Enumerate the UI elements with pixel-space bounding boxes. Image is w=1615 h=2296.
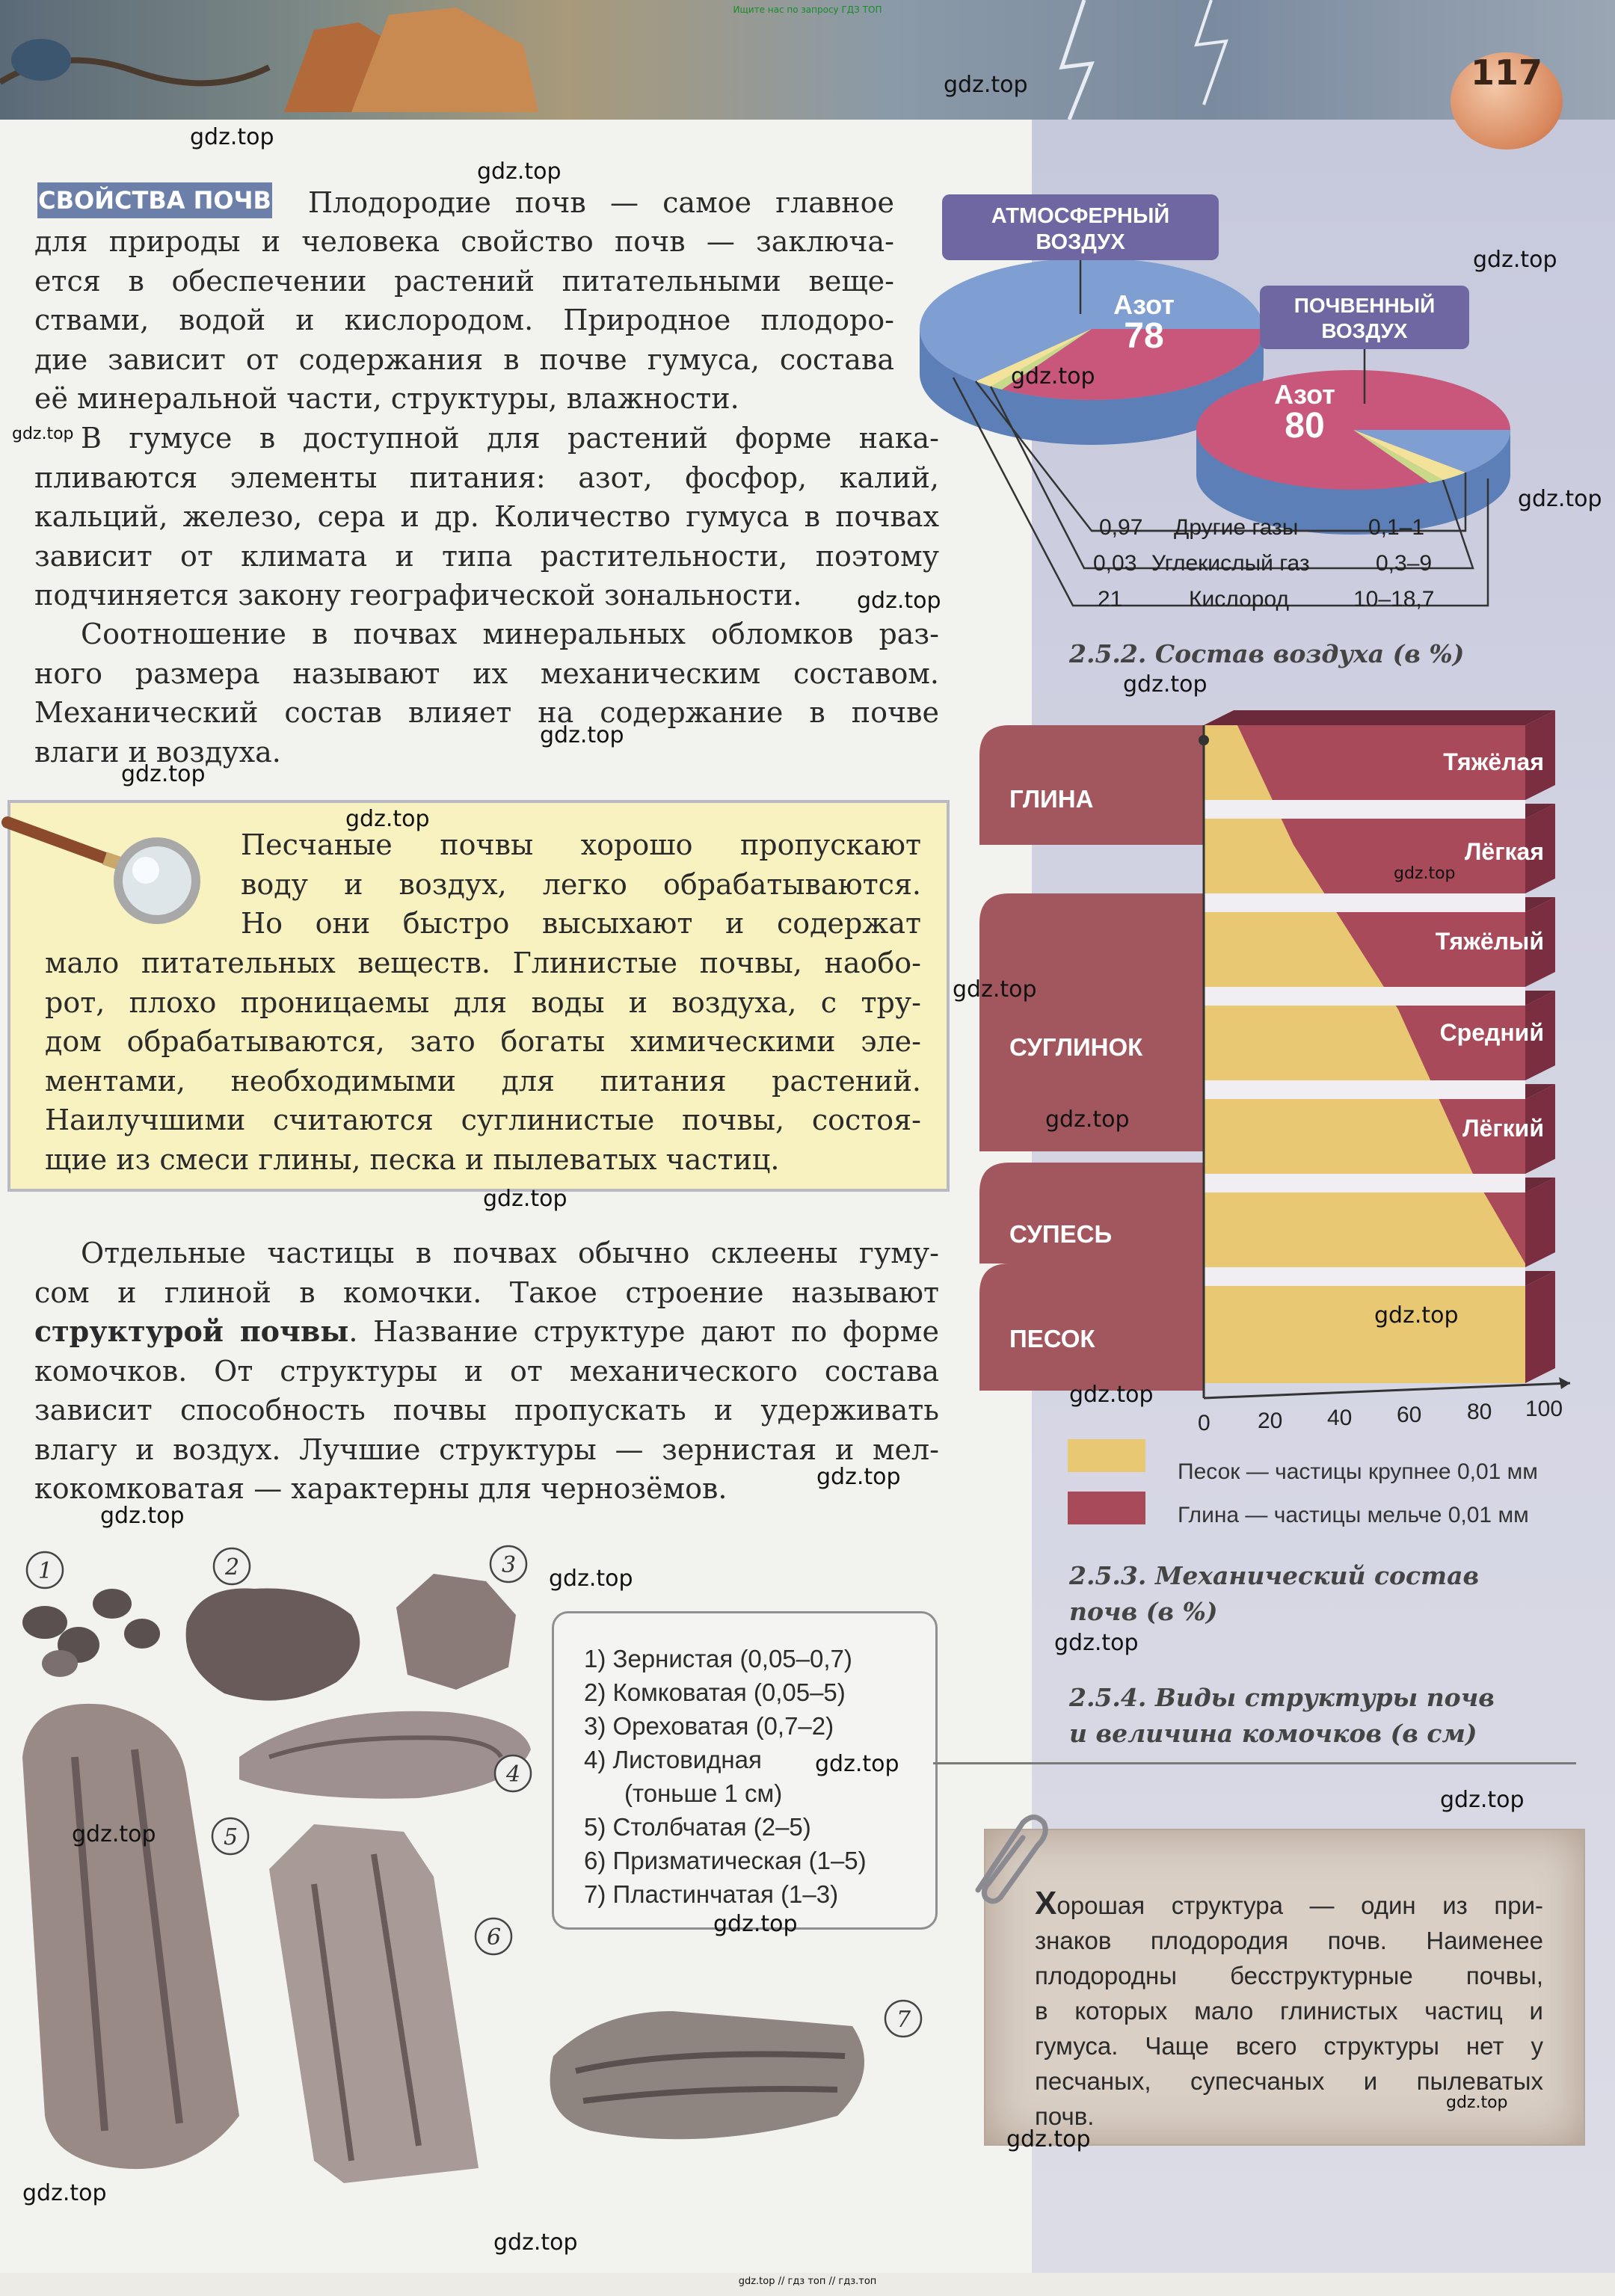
text-line: влагу и воздух. Лучшие структуры — зернистая и мел- xyxy=(34,1432,939,1466)
paragraph-4 xyxy=(34,1234,939,1509)
text-line: Песчаные почвы хорошо пропускают xyxy=(241,828,921,861)
structure-item-5: 5) Столбчатая (2–5) xyxy=(584,1813,811,1841)
magnifier-icon xyxy=(0,792,239,942)
watermark: gdz.top xyxy=(1446,2093,1508,2112)
group-sandy-loam: СУПЕСЬ xyxy=(1009,1220,1113,1248)
text-line: подчиняется закону географической зональности. xyxy=(34,579,802,612)
text-line: Плодородие почв — самое главное xyxy=(308,186,894,219)
caption-mech-2: почв (в %) xyxy=(1069,1597,1218,1626)
structure-lumpy xyxy=(186,1588,360,1700)
text-line: воду и воздух, легко обрабатываются. xyxy=(241,867,921,901)
text-line: Механический состав влияет на содержание в почве xyxy=(34,696,939,729)
watermark: gdz.top xyxy=(72,1821,156,1847)
watermark: gdz.top xyxy=(477,158,562,185)
note-line: почв. xyxy=(1035,2102,1095,2130)
row-co2-name: Углекислый газ xyxy=(1151,551,1310,576)
atm-label-2: ВОЗДУХ xyxy=(1036,230,1125,254)
row-co2-soil: 0,3–9 xyxy=(1376,551,1433,576)
text-line: ментами, необходимыми для питания растений. xyxy=(45,1064,921,1098)
band-medium-loam: Средний xyxy=(1439,1019,1544,1046)
watermark: gdz.top xyxy=(1006,2126,1091,2152)
paragraph-3 xyxy=(34,615,939,772)
num-5: 5 xyxy=(224,1824,239,1850)
legend-clay-swatch xyxy=(1068,1492,1145,1524)
watermark: gdz.top xyxy=(1374,1302,1459,1329)
watermark: gdz.top xyxy=(540,722,624,748)
text-line: влаги и воздуха. xyxy=(34,735,281,769)
axis-ticks xyxy=(1198,1397,1563,1435)
watermark: gdz.top xyxy=(1054,1630,1139,1656)
structure-granular xyxy=(22,1589,160,1677)
structure-item-7: 7) Пластинчатая (1–3) xyxy=(584,1880,839,1908)
band-light-loam: Лёгкий xyxy=(1462,1115,1544,1142)
text-line: ствами, водой и кислородом. Природное плодоро- xyxy=(34,304,894,336)
structure-prismatic xyxy=(269,1824,479,2183)
note-line: гумуса. Чаще всего структуры нет у xyxy=(1035,2032,1543,2060)
banner-illustration xyxy=(0,0,1615,120)
text-line: ного размера называют их механическим составом. xyxy=(34,656,939,690)
row-other-soil: 0,1–1 xyxy=(1368,515,1425,540)
text-line: кальций, железо, сера и др. Количество гумуса в почвах xyxy=(34,500,939,533)
note-line-1 xyxy=(1035,1886,1543,1923)
watermark: gdz.top xyxy=(483,1186,567,1212)
structure-columnar xyxy=(22,1704,239,2169)
text-line: пливаются элементы питания: азот, фосфор, калий, xyxy=(34,461,939,494)
band-heavy-clay: Тяжёлая xyxy=(1443,748,1544,775)
text-line: дом обрабатываются, зато богаты химическими эле- xyxy=(45,1025,921,1058)
row-oxygen-soil: 10–18,7 xyxy=(1353,587,1435,612)
text-line: мало питательных веществ. Глинистые почвы, наобо- xyxy=(45,947,921,979)
watermark: gdz.top xyxy=(944,72,1028,98)
soil-label-2: ВОЗДУХ xyxy=(1321,319,1408,342)
legend-sand-swatch xyxy=(1068,1439,1145,1472)
text-line: её минеральной части, структуры, влажности. xyxy=(34,382,739,415)
text-line: сом и глиной в комочки. Такое строение называют xyxy=(34,1275,939,1309)
list-connector-line xyxy=(933,1762,1576,1764)
watermark: gdz.top xyxy=(713,1911,798,1937)
text-line: Соотношение в почвах минеральных обломков раз- xyxy=(81,618,939,650)
band-heavy-loam: Тяжёлый xyxy=(1435,928,1544,955)
note-first-line: орошая структура — один из при- xyxy=(1056,1892,1543,1919)
caption-mech-1: 2.5.3. Механический состав xyxy=(1069,1561,1480,1590)
text-line: кокомковатая — характерны для чернозёмов. xyxy=(34,1472,727,1505)
watermark: gdz.top xyxy=(12,425,74,443)
watermark: gdz.top xyxy=(1045,1107,1130,1133)
text-line: ется в обеспечении растений питательными веще- xyxy=(34,264,894,298)
row-oxygen-atm: 21 xyxy=(1098,587,1123,612)
legend-sand-label: Песок — частицы крупнее 0,01 мм xyxy=(1178,1459,1538,1484)
num-1: 1 xyxy=(38,1558,53,1584)
structure-platy xyxy=(550,2011,864,2139)
term-soil-structure: структурой почвы xyxy=(34,1314,349,1348)
atm-label-1: АТМОСФЕРНЫЙ xyxy=(991,204,1170,228)
group-loam: СУГЛИНОК xyxy=(1009,1033,1143,1061)
structure-nutty xyxy=(396,1574,516,1690)
caption-struct-1: 2.5.4. Виды структуры почв xyxy=(1069,1683,1495,1712)
page-number: 117 xyxy=(1451,52,1563,150)
row-oxygen-name: Кислород xyxy=(1189,587,1289,612)
note-line: в которых мало глинистых частиц и xyxy=(1035,1997,1543,2025)
text-line: В гумусе в доступной для растений форме нака- xyxy=(81,422,939,455)
caption-struct-2: и величина комочков (в см) xyxy=(1069,1719,1477,1748)
row-co2-atm: 0,03 xyxy=(1093,551,1137,576)
sand-box-text-top xyxy=(241,825,921,944)
atm-nitrogen-label: Азот xyxy=(1113,289,1175,320)
watermark: gdz.top xyxy=(1473,247,1557,273)
watermark: gdz.top xyxy=(1011,363,1095,390)
watermark: gdz.top xyxy=(1440,1787,1525,1813)
text-line: зависит от климата и типа растительности, поэтому xyxy=(34,539,939,573)
watermark: gdz.top xyxy=(815,1751,899,1777)
band-light-clay: Лёгкая xyxy=(1464,838,1544,865)
soil-pie xyxy=(1196,370,1510,535)
text-line: Наилучшими считаются суглинистые почвы, состоя- xyxy=(45,1104,921,1136)
watermark: gdz.top xyxy=(857,588,941,614)
mechanical-composition-chart xyxy=(979,695,1593,1458)
section-tag: СВОЙСТВА ПОЧВ xyxy=(37,182,272,218)
tick-80: 80 xyxy=(1467,1400,1492,1424)
structure-item-6: 6) Призматическая (1–5) xyxy=(584,1847,867,1874)
text-line: зависит способность почвы пропускать и удерживать xyxy=(34,1394,939,1426)
row-other-atm: 0,97 xyxy=(1099,515,1143,540)
num-3: 3 xyxy=(502,1552,517,1578)
num-7: 7 xyxy=(896,2007,911,2033)
lightning-icon xyxy=(1062,0,1092,120)
watermark: gdz.top xyxy=(1123,671,1208,698)
num-4: 4 xyxy=(506,1761,521,1788)
watermark: gdz.top xyxy=(1069,1382,1154,1408)
text-line: Отдельные частицы в почвах обычно склеены гуму- xyxy=(81,1237,939,1269)
text-line: дие зависит от содержания в почве гумуса, состава xyxy=(34,342,894,376)
tick-60: 60 xyxy=(1397,1403,1422,1427)
watermark: gdz.top xyxy=(22,2180,107,2206)
watermark: gdz.top xyxy=(190,124,274,150)
text-line: рот, плохо проницаемы для воды и воздуха, с тру- xyxy=(45,985,921,1019)
text-line: щие из смеси глины, песка и пылеватых частиц. xyxy=(45,1142,780,1176)
text-line: для природы и человека свойство почв — заключа- xyxy=(34,225,894,258)
sand-box-text xyxy=(45,944,921,1179)
air-composition-chart xyxy=(897,179,1555,628)
watermark: gdz.top xyxy=(1394,864,1456,883)
footer-note: gdz.top // гдз топ // гдз.топ xyxy=(738,2276,877,2287)
text-line: Но они быстро высыхают и содержат xyxy=(241,907,921,940)
soil-nitrogen-label: Азот xyxy=(1274,379,1335,410)
paragraph-1-line-1 xyxy=(308,183,894,223)
watermark: gdz.top xyxy=(493,2229,578,2256)
text-line xyxy=(34,1312,939,1352)
structure-item-4: 4) Листовидная xyxy=(584,1746,762,1773)
num-2: 2 xyxy=(225,1554,240,1581)
group-clay: ГЛИНА xyxy=(1009,785,1094,813)
watermark: gdz.top xyxy=(345,806,430,832)
tick-0: 0 xyxy=(1198,1411,1211,1435)
watermark: gdz.top xyxy=(816,1464,901,1490)
structure-item-3: 3) Ореховатая (0,7–2) xyxy=(584,1712,834,1740)
watermark: gdz.top xyxy=(549,1566,633,1592)
watermark: gdz.top xyxy=(121,761,206,787)
note-initial: Х xyxy=(1035,1885,1057,1921)
text-fragment: . Название структуре дают по форме xyxy=(348,1315,939,1348)
paragraph-2 xyxy=(34,419,939,615)
watermark: gdz.top xyxy=(100,1503,185,1529)
soil-nitrogen-value: 80 xyxy=(1285,406,1325,446)
caption-air: 2.5.2. Состав воздуха (в %) xyxy=(1069,639,1465,668)
bird-icon xyxy=(11,39,71,81)
structure-item-2: 2) Комковатая (0,05–5) xyxy=(584,1678,846,1706)
tick-100: 100 xyxy=(1525,1397,1563,1421)
top-note: Ищите нас по запросу ГДЗ ТОП xyxy=(733,4,882,15)
num-6: 6 xyxy=(487,1924,502,1951)
atm-nitrogen-value: 78 xyxy=(1124,316,1164,356)
note-line: знаков плодородия почв. Наименее xyxy=(1035,1927,1543,1954)
tick-20: 20 xyxy=(1258,1409,1283,1433)
tick-40: 40 xyxy=(1327,1406,1353,1430)
note-line: песчаных, супесчаных и пылеватых xyxy=(1035,2067,1543,2095)
paragraph-1 xyxy=(34,222,894,419)
watermark: gdz.top xyxy=(1518,486,1602,512)
group-sand: ПЕСОК xyxy=(1009,1325,1095,1352)
soil-label-1: ПОЧВЕННЫЙ xyxy=(1293,294,1436,317)
text-line: комочков. От структуры и от механического состава xyxy=(34,1354,939,1388)
note-line: плодородны бесструктурные почвы, xyxy=(1035,1962,1543,1989)
structure-item-1: 1) Зернистая (0,05–0,7) xyxy=(584,1645,852,1672)
structure-item-4-note: (тоньше 1 см) xyxy=(624,1779,783,1807)
header-banner xyxy=(0,0,1615,120)
watermark: gdz.top xyxy=(953,976,1037,1003)
legend-clay-label: Глина — частицы мельче 0,01 мм xyxy=(1178,1503,1529,1527)
row-other-name: Другие газы xyxy=(1174,515,1299,540)
